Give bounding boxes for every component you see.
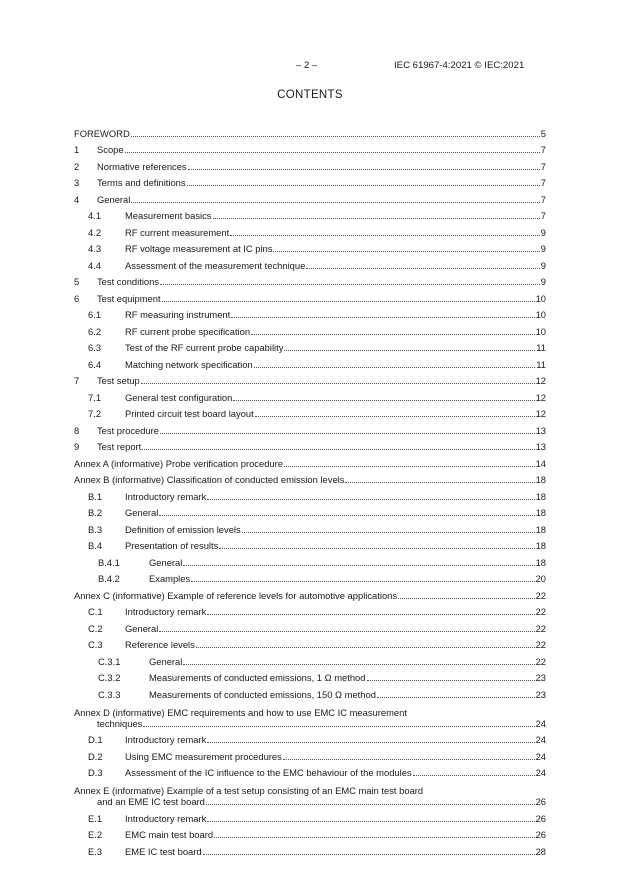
toc-entry-title: Annex D (informative) EMC requirements and how to use EMC IC measurement — [74, 706, 407, 718]
toc-entry-page: 18 — [535, 540, 546, 551]
toc-entry-title: Assessment of the measurement technique — [125, 259, 306, 271]
toc-entry-page: 23 — [535, 672, 546, 683]
toc-entry[interactable] — [74, 386, 546, 403]
toc-entry[interactable] — [74, 617, 546, 634]
toc-entry-page: 13 — [535, 424, 546, 436]
toc-entry[interactable] — [74, 337, 546, 354]
dot-leader — [206, 803, 535, 805]
dot-leader — [183, 564, 534, 566]
toc-entry-page: 7 — [540, 177, 546, 188]
toc-entry-number: E.1 — [88, 812, 103, 824]
toc-entry-number: D.2 — [88, 750, 103, 762]
toc-entry-page: 18 — [535, 523, 546, 535]
toc-entry[interactable] — [74, 452, 546, 469]
toc-entry-title: General test configuration — [125, 391, 233, 403]
toc-entry-number: D.3 — [88, 767, 103, 778]
toc-entry-title: Matching network specification — [125, 358, 253, 370]
toc-entry-title: Using EMC measurement procedures — [125, 750, 282, 762]
dot-leader — [191, 580, 534, 582]
toc-entry-number: C.3.2 — [98, 672, 121, 683]
toc-entry-page: 11 — [536, 342, 546, 353]
dot-leader — [207, 741, 534, 743]
toc-entry-title: Scope — [97, 144, 124, 155]
toc-entry-number: 4.3 — [88, 243, 102, 254]
toc-entry-title: EME IC test board — [125, 845, 202, 857]
toc-entry[interactable] — [74, 436, 546, 453]
toc-entry-page: 24 — [535, 767, 546, 778]
toc-entry-title: Assessment of the IC influence to the EMC behaviour of the modules — [125, 767, 412, 778]
toc-entry-title: Examples — [149, 573, 191, 584]
toc-entry-number: B.2 — [88, 507, 103, 518]
toc-entry-page: 20 — [535, 573, 546, 584]
toc-entry-page: 12 — [535, 375, 546, 386]
toc-entry[interactable] — [74, 254, 546, 271]
toc-entry-number: 4.4 — [88, 259, 102, 271]
toc-entry-page: 22 — [535, 639, 546, 650]
toc-entry-number: 6.2 — [88, 325, 102, 337]
toc-entry[interactable] — [74, 778, 546, 807]
dot-leader — [255, 415, 535, 417]
toc-entry-page: 18 — [535, 507, 546, 518]
toc-entry-number: E.2 — [88, 829, 103, 840]
toc-entry-page: 9 — [540, 276, 546, 287]
toc-entry-page: 14 — [535, 457, 546, 469]
toc-entry-page: 18 — [535, 474, 546, 485]
toc-entry[interactable] — [74, 840, 546, 857]
toc-entry-number: C.2 — [88, 622, 103, 634]
toc-entry[interactable] — [74, 122, 546, 139]
toc-entry-number: C.3.3 — [98, 688, 121, 700]
toc-entry[interactable] — [74, 139, 546, 156]
toc-entry-page: 22 — [535, 606, 546, 617]
toc-entry-number: 7.1 — [88, 391, 102, 403]
toc-entry-number: 1 — [74, 144, 80, 155]
toc-entry-title: Introductory remark — [125, 490, 207, 502]
toc-entry-number: B.4.2 — [98, 573, 120, 584]
toc-entry-page: 24 — [535, 717, 546, 729]
toc-entry-title: Definition of emission levels — [125, 523, 241, 535]
toc-entry-number: 2 — [74, 160, 80, 172]
toc-entry-title: Test of the RF current probe capability — [125, 342, 284, 353]
dot-leader — [188, 168, 540, 170]
toc-entry-title: Test conditions — [97, 276, 160, 287]
toc-entry[interactable] — [74, 518, 546, 535]
toc-entry-title: Introductory remark — [125, 734, 207, 745]
dot-leader — [345, 481, 534, 483]
toc-entry[interactable] — [74, 469, 546, 486]
toc-entry-page: 18 — [535, 490, 546, 502]
toc-entry-page: 7 — [540, 193, 546, 205]
dot-leader — [160, 432, 535, 434]
toc-entry[interactable] — [74, 535, 546, 552]
toc-entry[interactable] — [74, 584, 546, 601]
toc-entry-number: C.3 — [88, 639, 103, 650]
toc-entry[interactable] — [74, 729, 546, 746]
toc-entry-number: 7 — [74, 375, 80, 386]
toc-entry[interactable] — [74, 221, 546, 238]
dot-leader — [273, 250, 539, 252]
dot-leader — [213, 217, 540, 219]
dot-leader — [125, 151, 540, 153]
toc-entry[interactable] — [74, 700, 546, 729]
dot-leader — [196, 646, 535, 648]
dot-leader — [219, 547, 534, 549]
dot-leader — [283, 758, 535, 760]
toc-entry[interactable] — [74, 551, 546, 568]
toc-entry-number: B.1 — [88, 490, 103, 502]
toc-entry-page: 22 — [535, 589, 546, 601]
toc-entry-title: RF current probe specification — [125, 325, 251, 337]
toc-entry-page: 26 — [535, 812, 546, 824]
toc-entry-number: 9 — [74, 441, 80, 452]
toc-entry[interactable] — [74, 287, 546, 304]
dot-leader — [231, 316, 534, 318]
toc-entry-number: 6 — [74, 292, 80, 304]
toc-entry[interactable] — [74, 807, 546, 824]
toc-entry-page: 26 — [535, 829, 546, 840]
dot-leader — [203, 853, 535, 855]
toc-entry-title: Annex A (informative) Probe verification procedure — [74, 457, 283, 469]
toc-entry-page: 7 — [540, 160, 546, 172]
toc-entry-number: 7.2 — [88, 408, 102, 419]
toc-entry[interactable] — [74, 683, 546, 700]
toc-entry-title: General — [149, 556, 183, 568]
dot-leader — [187, 184, 540, 186]
toc-entry-number: 3 — [74, 177, 80, 188]
table-of-contents — [74, 122, 546, 857]
dot-leader — [143, 725, 534, 727]
toc-entry[interactable] — [74, 824, 546, 841]
dot-leader — [207, 613, 534, 615]
dot-leader — [159, 630, 534, 632]
toc-entry-title: RF measuring instrument — [125, 309, 231, 320]
dot-leader — [207, 498, 534, 500]
toc-entry-number: B.3 — [88, 523, 103, 535]
toc-entry-title: Measurements of conducted emissions, 150 Ω method — [149, 688, 376, 700]
dot-leader — [159, 514, 534, 516]
toc-entry-title: RF current measurement — [125, 226, 230, 238]
toc-entry-title: Measurements of conducted emissions, 1 Ω method — [149, 672, 366, 683]
dot-leader — [230, 234, 540, 236]
dot-leader — [284, 349, 535, 351]
toc-entry-number: E.3 — [88, 845, 103, 857]
dot-leader — [413, 774, 535, 776]
toc-entry-page: 10 — [535, 309, 546, 320]
toc-entry-title: General — [125, 622, 159, 634]
toc-entry-page: 24 — [535, 750, 546, 762]
toc-entry-page: 24 — [535, 734, 546, 745]
toc-entry-page: 9 — [540, 226, 546, 238]
page-header — [0, 60, 620, 74]
toc-entry[interactable] — [74, 601, 546, 618]
toc-entry-page: 7 — [540, 144, 546, 155]
dot-leader — [254, 366, 536, 368]
toc-entry-number: B.4 — [88, 540, 103, 551]
toc-entry-title: General — [149, 655, 183, 667]
dot-leader — [142, 448, 534, 450]
toc-entry[interactable] — [74, 403, 546, 420]
toc-entry-page: 10 — [535, 325, 546, 337]
dot-leader — [242, 531, 535, 533]
toc-entry-title: Test equipment — [97, 292, 161, 304]
toc-entry[interactable] — [74, 502, 546, 519]
toc-entry-title: Terms and definitions — [97, 177, 186, 188]
toc-entry-title: Annex B (informative) Classification of conducted emission levels — [74, 474, 345, 485]
dot-leader — [183, 663, 534, 665]
dot-leader — [214, 836, 535, 838]
toc-entry[interactable] — [74, 188, 546, 205]
dot-leader — [131, 201, 539, 203]
toc-entry-title: Annex C (informative) Example of reference levels for automotive applications — [74, 589, 398, 601]
toc-entry-title: Test setup — [97, 375, 140, 386]
dot-leader — [367, 679, 535, 681]
toc-entry[interactable] — [74, 485, 546, 502]
toc-entry-page: 5 — [540, 127, 546, 139]
dot-leader — [160, 283, 540, 285]
dot-leader — [377, 696, 535, 698]
toc-entry-page: 22 — [535, 622, 546, 634]
toc-entry-number: 6.3 — [88, 342, 102, 353]
toc-entry[interactable] — [74, 634, 546, 651]
toc-entry[interactable] — [74, 205, 546, 222]
toc-entry[interactable] — [74, 762, 546, 779]
toc-entry-page: 11 — [536, 358, 546, 370]
dot-leader — [233, 399, 534, 401]
toc-entry-page: 26 — [535, 796, 546, 807]
toc-entry[interactable] — [74, 745, 546, 762]
toc-entry-page: 22 — [535, 655, 546, 667]
page-number: – 2 – — [296, 60, 318, 71]
toc-entry-title: Measurement basics — [125, 210, 212, 221]
toc-entry-title: Introductory remark — [125, 812, 207, 824]
standard-identifier: IEC 61967-4:2021 © IEC:2021 — [394, 60, 525, 71]
toc-entry-page: 10 — [535, 292, 546, 304]
toc-entry-page: 18 — [535, 556, 546, 568]
toc-entry[interactable] — [74, 271, 546, 288]
toc-entry-title: General — [97, 193, 131, 205]
toc-entry-title: Printed circuit test board layout — [125, 408, 254, 419]
toc-entry-number: C.3.1 — [98, 655, 121, 667]
toc-entry-page: 9 — [540, 243, 546, 254]
toc-entry[interactable] — [74, 568, 546, 585]
toc-entry[interactable] — [74, 172, 546, 189]
page-title: CONTENTS — [277, 89, 343, 101]
toc-entry[interactable] — [74, 320, 546, 337]
toc-entry-title: FOREWORD — [74, 127, 130, 139]
dot-leader — [141, 382, 535, 384]
toc-entry[interactable] — [74, 667, 546, 684]
toc-entry-page: 12 — [535, 408, 546, 419]
toc-entry-title: General — [125, 507, 159, 518]
toc-entry[interactable] — [74, 650, 546, 667]
toc-entry-page: 28 — [535, 845, 546, 857]
toc-entry[interactable] — [74, 155, 546, 172]
toc-entry-number: 6.1 — [88, 309, 102, 320]
toc-entry-title-continuation: and an EME IC test board — [97, 796, 205, 807]
toc-entry-page: 7 — [540, 210, 546, 221]
toc-entry-page: 9 — [540, 259, 546, 271]
toc-entry-title: Introductory remark — [125, 606, 207, 617]
dot-leader — [398, 597, 534, 599]
toc-entry-number: 4.1 — [88, 210, 102, 221]
toc-entry-title-continuation: techniques — [97, 717, 143, 729]
toc-entry-number: 8 — [74, 424, 80, 436]
toc-entry-number: 5 — [74, 276, 80, 287]
toc-entry-title: Presentation of results — [125, 540, 219, 551]
toc-entry-title: RF voltage measurement at IC pins — [125, 243, 273, 254]
toc-entry-page: 12 — [535, 391, 546, 403]
dot-leader — [207, 820, 534, 822]
toc-entry-page: 13 — [535, 441, 546, 452]
toc-entry[interactable] — [74, 419, 546, 436]
dot-leader — [306, 267, 539, 269]
toc-entry-number: D.1 — [88, 734, 103, 745]
dot-leader — [284, 465, 535, 467]
dot-leader — [162, 300, 535, 302]
toc-entry-number: B.4.1 — [98, 556, 120, 568]
toc-entry-title: Reference levels — [125, 639, 195, 650]
toc-entry-number: C.1 — [88, 606, 103, 617]
toc-entry-title: EMC main test board — [125, 829, 214, 840]
toc-entry-number: 4.2 — [88, 226, 102, 238]
toc-entry-page: 23 — [535, 688, 546, 700]
toc-entry-title: Normative references — [97, 160, 187, 172]
toc-entry-number: 6.4 — [88, 358, 102, 370]
toc-entry[interactable] — [74, 238, 546, 255]
toc-entry[interactable] — [74, 304, 546, 321]
toc-entry-title: Test procedure — [97, 424, 160, 436]
dot-leader — [251, 333, 535, 335]
dot-leader — [131, 135, 540, 137]
toc-entry-title: Annex E (informative) Example of a test setup consisting of an EMC main test board — [74, 785, 424, 796]
toc-entry[interactable] — [74, 353, 546, 370]
toc-entry-number: 4 — [74, 193, 80, 205]
toc-entry[interactable] — [74, 370, 546, 387]
toc-entry-title: Test report — [97, 441, 142, 452]
